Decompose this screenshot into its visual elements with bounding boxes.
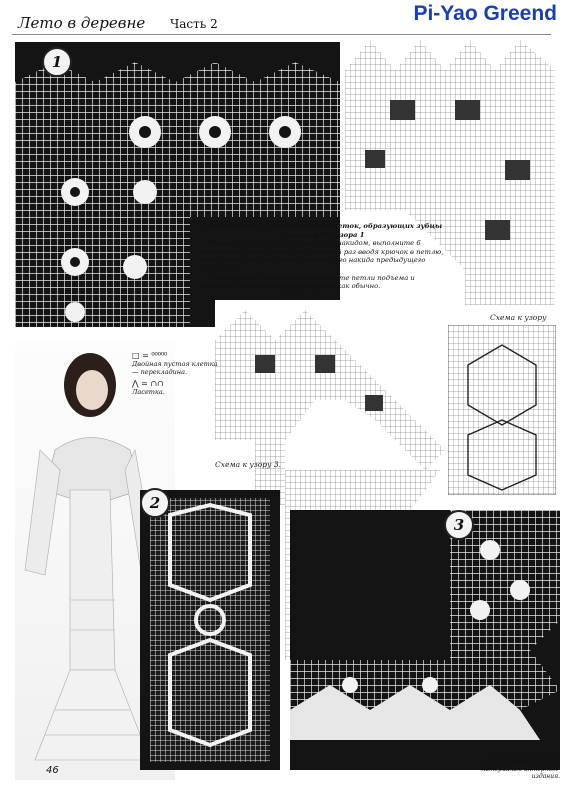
- symbol-legend: [132, 352, 222, 396]
- running-title: Лето в деревне: [18, 14, 146, 32]
- instructions-title: Прибавление 2-х заполненных клеток, образующих зубцы в конце ряда узора 1: [203, 222, 442, 239]
- motif-2-badge: 2: [140, 488, 170, 518]
- legend-symbol: □ = ⁰⁰⁰⁰⁰: [132, 351, 168, 360]
- motif-1-badge: 1: [42, 47, 72, 77]
- scheme-2-diagram: [448, 325, 556, 495]
- instructions-paragraph: Далее работу поверните, выполните петли подъема и вяжите столбики следующего ряда как обычно.: [200, 273, 415, 291]
- scheme-3-caption: Схема к узору 3.: [215, 460, 281, 469]
- legend-text: Двойная пустая клетка — перекладина.: [132, 360, 218, 376]
- header-rule: [12, 34, 551, 35]
- instructions-block: [200, 222, 445, 291]
- photo-credit: Фото узоров даны по материалам интернет-издания.: [480, 758, 560, 780]
- instructions-paragraph: Провяжите последний столбик с накидом, выполните 6 столбиков с двумя накидами, каждый раз вводя крючок в петлю, образовавшуюся при провязывании 1-го накида предыдущего столбика.: [200, 239, 444, 273]
- lace-insert-icon: [140, 490, 280, 770]
- legend-symbol: ⋀ = ∩∩: [132, 379, 164, 388]
- legend-text: Ласетка.: [132, 388, 165, 396]
- watermark: Pi-Yao Greend: [413, 2, 557, 25]
- page-number: 46: [46, 765, 59, 776]
- scheme-2-caption: Схема к узору: [490, 313, 547, 322]
- motif-3-badge: 3: [444, 510, 474, 540]
- part-label: Часть 2: [170, 17, 218, 31]
- lace-border-icon: [290, 510, 560, 770]
- lace-insert-photo: [140, 490, 280, 770]
- lace-border-photo: [290, 510, 560, 770]
